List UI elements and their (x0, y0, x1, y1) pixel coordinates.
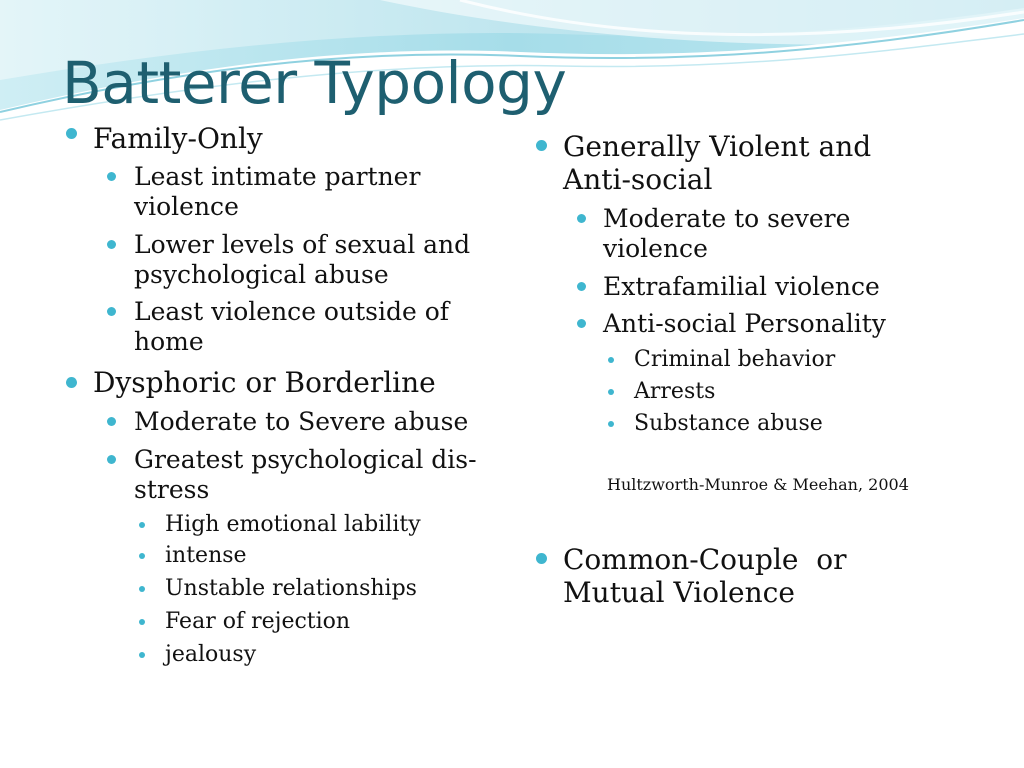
list-item: Least intimate partner violence (134, 162, 421, 221)
bullet-icon (66, 377, 77, 388)
bullet-icon (577, 214, 586, 223)
bullet-icon (608, 389, 614, 395)
category-dysphoric: Dysphoric or Borderline (93, 366, 436, 399)
sub-list-item: intense (165, 543, 247, 568)
citation: Hultzworth-Munroe & Meehan, 2004 (607, 475, 909, 494)
sub-list-item: Substance abuse (634, 411, 823, 436)
bullet-icon (577, 319, 586, 328)
sub-list-item: Fear of rejection (165, 609, 351, 634)
list-item: Least violence outside of home (134, 297, 450, 356)
bullet-icon (107, 417, 116, 426)
bullet-icon (66, 128, 77, 139)
sub-list-item: jealousy (165, 642, 257, 667)
bullet-icon (139, 586, 145, 592)
bullet-icon (536, 553, 547, 564)
category-family-only: Family-Only (93, 122, 263, 155)
sub-list-item: Criminal behavior (634, 347, 836, 372)
bullet-icon (107, 240, 116, 249)
bullet-icon (139, 619, 145, 625)
list-item: Moderate to severe violence (603, 204, 851, 263)
list-item: Extrafamilial violence (603, 272, 880, 301)
bullet-icon (107, 172, 116, 181)
sub-list-item: High emotional lability (165, 512, 421, 537)
bullet-icon (139, 522, 145, 528)
bullet-icon (107, 455, 116, 464)
bullet-icon (139, 652, 145, 658)
list-item: Moderate to Severe abuse (134, 407, 469, 436)
bullet-icon (608, 421, 614, 427)
slide-title: Batterer Typology (62, 49, 567, 117)
bullet-icon (536, 140, 547, 151)
bullet-icon (107, 307, 116, 316)
category-generally-violent: Generally Violent and Anti-social (563, 130, 872, 196)
list-item: Greatest psychological dis- stress (134, 445, 477, 504)
category-common-couple: Common-Couple or Mutual Violence (563, 543, 847, 609)
bullet-icon (139, 553, 145, 559)
list-item: Lower levels of sexual and psychological abuse (134, 230, 471, 289)
bullet-icon (577, 282, 586, 291)
bullet-icon (608, 357, 614, 363)
sub-list-item: Unstable relationships (165, 576, 417, 601)
list-item: Anti-social Personality (603, 309, 886, 338)
sub-list-item: Arrests (634, 379, 716, 404)
